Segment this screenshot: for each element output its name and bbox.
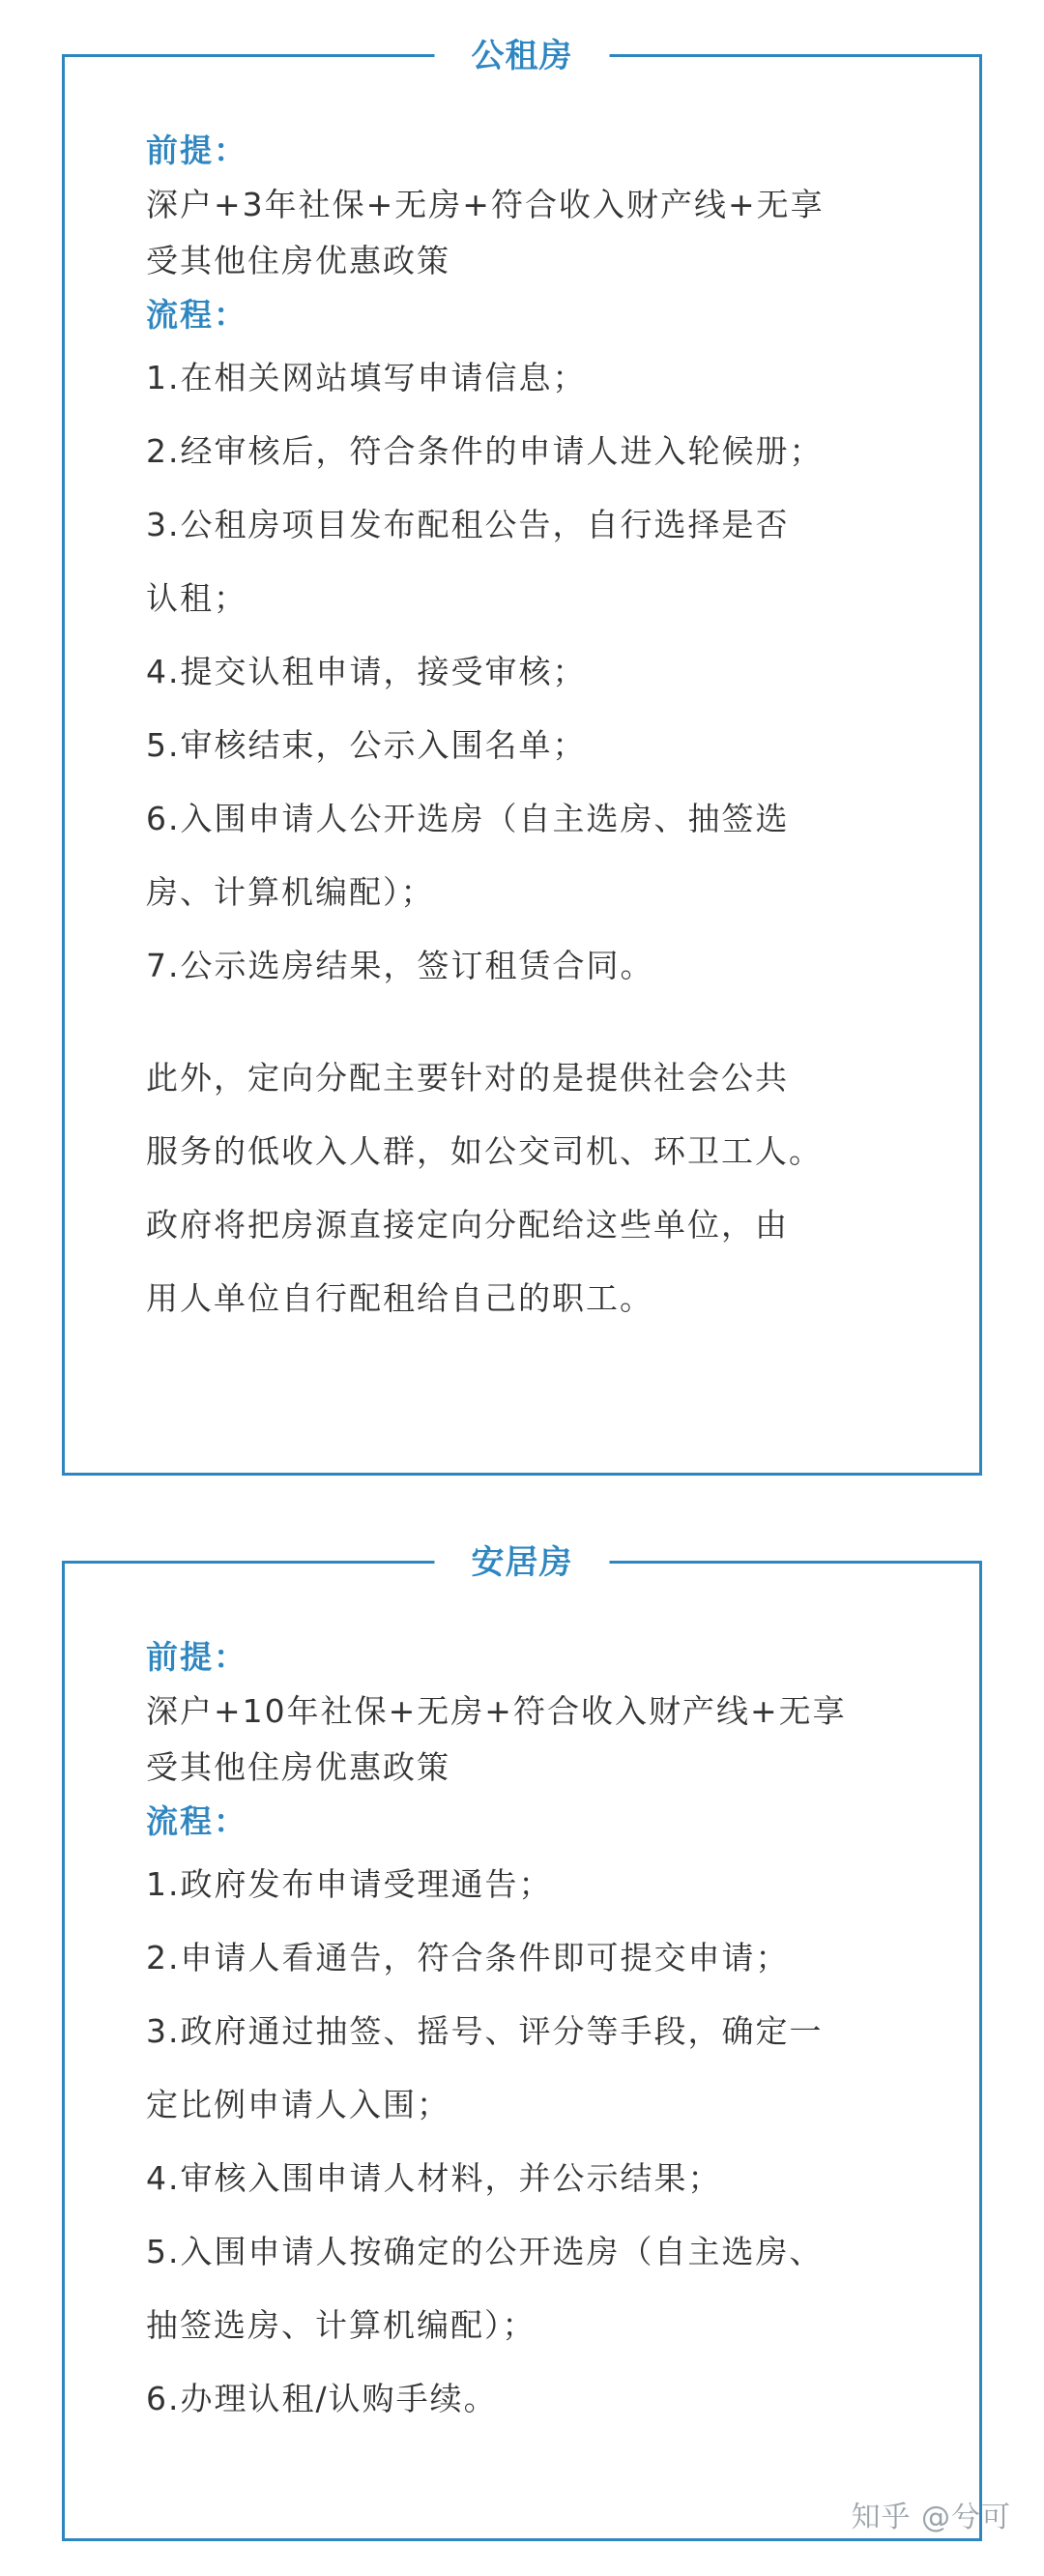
- step-line: 6.入围申请人公开选房（自主选房、抽签选: [146, 800, 790, 837]
- premise-line: 深户+10年社保+无房+符合收入财产线+无享: [146, 1692, 847, 1730]
- step-line: 2.经审核后，符合条件的申请人进入轮候册；: [146, 432, 824, 470]
- step-line: 6.办理认租/认购手续。: [146, 2380, 498, 2417]
- extra-line: 政府将把房源直接定向分配给这些单位，由: [146, 1206, 789, 1244]
- process-label: 流程：: [146, 296, 247, 334]
- premise-line: 受其他住房优惠政策: [146, 1748, 450, 1786]
- step-line: 3.公租房项目发布配租公告，自行选择是否: [146, 506, 790, 543]
- section-affordable-housing: [62, 1543, 982, 2541]
- step-line: 5.审核结束，公示入围名单；: [146, 726, 587, 764]
- premise-label: 前提：: [146, 1638, 247, 1676]
- premise-line: 受其他住房优惠政策: [146, 242, 450, 279]
- extra-paragraph: [146, 1041, 941, 1335]
- step-line: 3.政府通过抽签、摇号、评分等手段，确定一: [146, 2012, 824, 2050]
- process-label: 流程：: [146, 1802, 247, 1840]
- watermark-text: 知乎 @兮可: [851, 2501, 1011, 2534]
- step-line: 2.申请人看通告，符合条件即可提交申请；: [146, 1939, 790, 1976]
- premise-text: [146, 177, 941, 289]
- process-steps: [146, 341, 941, 1003]
- step-line: 定比例申请人入围；: [146, 2086, 450, 2123]
- premise-text: [146, 1683, 941, 1796]
- step-line: 4.审核入围申请人材料，并公示结果；: [146, 2159, 722, 2197]
- extra-line: 此外，定向分配主要针对的是提供社会公共: [146, 1059, 789, 1097]
- process-steps: [146, 1848, 941, 2436]
- section-title: 公租房: [435, 32, 610, 80]
- step-line: 1.政府发布申请受理通告；: [146, 1865, 553, 1903]
- step-line: 1.在相关网站填写申请信息；: [146, 359, 587, 396]
- section-content: [146, 125, 941, 1335]
- section-content: [146, 1631, 941, 2436]
- section-title: 安居房: [435, 1538, 610, 1587]
- step-line: 7.公示选房结果，签订租赁合同。: [146, 947, 654, 984]
- premise-label: 前提：: [146, 132, 247, 169]
- extra-line: 服务的低收入人群，如公交司机、环卫工人。: [146, 1132, 823, 1170]
- step-line: 4.提交认租申请，接受审核；: [146, 653, 587, 690]
- premise-line: 深户+3年社保+无房+符合收入财产线+无享: [146, 186, 825, 223]
- section-public-rental: [62, 37, 982, 1476]
- step-line: 房、计算机编配）；: [146, 873, 435, 911]
- step-line: 认租；: [146, 579, 247, 617]
- step-line: 抽签选房、计算机编配）；: [146, 2306, 536, 2344]
- step-line: 5.入围申请人按确定的公开选房（自主选房、: [146, 2233, 824, 2270]
- extra-line: 用人单位自行配租给自己的职工。: [146, 1279, 653, 1317]
